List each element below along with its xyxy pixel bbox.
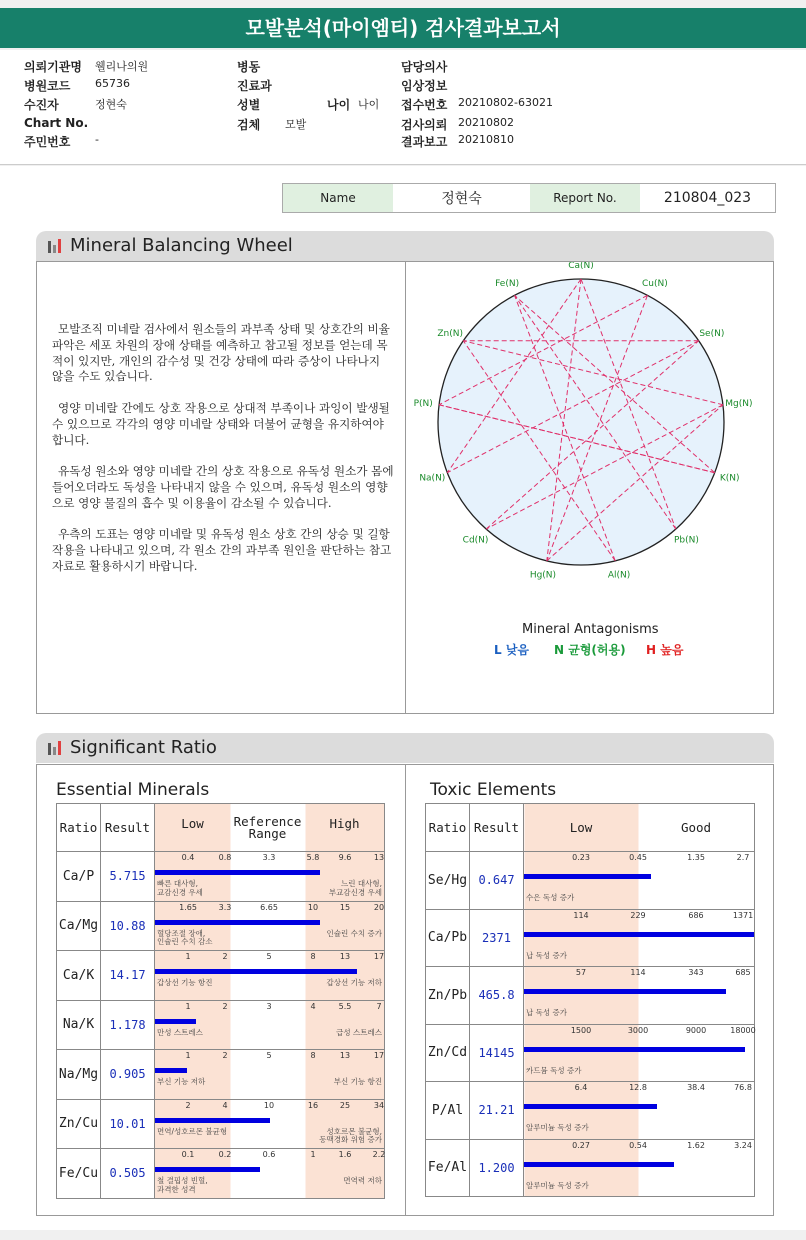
desc-paragraph: 모발조직 미네랄 검사에서 원소들의 과부족 상태 및 상호간의 비율 파악은 세포 차원의 장애 상태를 예측하고 참고될 정보를 얻는데 목적이 있지만, 개인의 감수성 및 건강 상태에 따라 증상이 나타나지 않을 수도 있습니다. [52, 322, 390, 384]
low-note: 알루미늄 독성 증가 [526, 1180, 589, 1190]
tick-label: 17 [373, 1051, 385, 1060]
wheel-description [52, 322, 394, 591]
info-c3-4-value: 20210810 [458, 133, 514, 146]
wheel-circle [438, 279, 724, 565]
table-row [426, 852, 755, 910]
ratio-bar-cell [155, 901, 385, 951]
tick-label: 2 [185, 1100, 191, 1110]
table-row [426, 1082, 755, 1140]
tick-label: 2.7 [736, 853, 750, 862]
info-c1-4-label: 주민번호 [24, 135, 71, 149]
ratio-bar [524, 874, 651, 879]
tick-label: 0.2 [218, 1150, 232, 1159]
ratio-section-header [36, 733, 774, 763]
desc-paragraph: 우측의 도표는 영양 미네랄 및 유독성 원소 상호 간의 상승 및 길항 작용을 나타내고 있으며, 각 원소 간의 과부족 원인을 판단하는 참고자료로 활용하시기 바랍니다. [52, 527, 392, 573]
col-result: Result [101, 804, 155, 852]
info-c1-4-value: - [95, 133, 99, 146]
wheel-element-label: Pb(N) [673, 535, 699, 546]
low-note: 만성 스트레스 [157, 1027, 203, 1037]
ratio-result: 465.8 [470, 967, 524, 1025]
ratio-bar-cell [155, 951, 385, 1001]
table-row [426, 1024, 755, 1082]
tick-label: 114 [573, 910, 589, 920]
ratio-result: 14.17 [101, 951, 155, 1001]
table-row [57, 1050, 385, 1100]
essential-title: Essential Minerals [56, 780, 210, 800]
high-note: 성호르몬 불균형, 동맥경화 위험 증가 [319, 1126, 382, 1144]
info-c1-2-value: 정현숙 [95, 98, 127, 111]
ratio-bar-cell [524, 1024, 755, 1082]
tick-label: 6.65 [260, 902, 278, 912]
tick-label: 20 [373, 902, 385, 912]
wheel-element-label: P(N) [413, 399, 433, 410]
tick-label: 13 [339, 952, 351, 961]
name-label: Name [283, 184, 393, 212]
report-title: 모발분석(마이엠티) 검사결과보고서 [0, 8, 806, 48]
ratio-result: 21.21 [470, 1082, 524, 1140]
tick-label: 4 [310, 1001, 316, 1011]
ratio-name: Se/Hg [426, 852, 470, 910]
wheel-element-label: Mg(N) [725, 399, 753, 410]
tick-label: 8 [310, 952, 316, 961]
low-note: 철 결핍성 빈혈, 과격한 성격 [157, 1176, 208, 1194]
table-row [57, 1099, 385, 1149]
ratio-bar [524, 1104, 657, 1109]
tick-label: 0.23 [572, 853, 590, 862]
info-c1-1-label: 병원코드 [24, 79, 71, 93]
low-note: 면역/성호르몬 불균형 [157, 1126, 228, 1136]
info-c3-1-label: 임상정보 [401, 79, 448, 93]
wheel-element-label: Fe(N) [495, 278, 520, 289]
ratio-name: Zn/Cd [426, 1024, 470, 1082]
high-note: 인슐린 수치 증가 [326, 928, 382, 938]
ratio-result: 10.88 [101, 901, 155, 951]
ratio-divider [405, 764, 406, 1216]
ratio-name: Na/K [57, 1000, 101, 1050]
col-result: Result [470, 804, 524, 852]
ratio-result: 0.647 [470, 852, 524, 910]
info-c1-0-value: 웰리나의원 [95, 60, 149, 73]
ratio-bar-cell [155, 1149, 385, 1199]
info-c3-0-label: 담당의사 [401, 60, 448, 74]
toxic-title: Toxic Elements [430, 780, 557, 800]
tick-label: 9000 [685, 1025, 707, 1035]
tick-label: 114 [630, 968, 646, 977]
wheel-element-label: Zn(N) [437, 328, 463, 339]
tick-label: 1.6 [338, 1150, 352, 1159]
tick-label: 5 [266, 1051, 272, 1060]
desc-paragraph: 영양 미네랄 간에도 상호 작용으로 상대적 부족이나 과잉이 발생될 수 있으므로 각각의 영양 미네랄 상태와 더불어 균형을 유지하여야 합니다. [52, 400, 390, 447]
tick-label: 0.45 [629, 853, 647, 862]
table-row [426, 967, 755, 1025]
wheel-section-title: Mineral Balancing Wheel [70, 235, 293, 256]
ratio-result: 0.905 [101, 1050, 155, 1100]
bar-chart-icon [48, 741, 62, 755]
tick-label: 686 [688, 910, 704, 920]
tick-label: 343 [688, 968, 704, 977]
high-note: 갑상선 기능 저하 [326, 978, 382, 987]
info-age-label: 나이 [327, 98, 351, 112]
ratio-result: 2371 [470, 909, 524, 967]
tick-label: 4 [222, 1100, 228, 1110]
col-ref: Reference Range [233, 813, 302, 841]
report-no-value: 210804_023 [663, 190, 752, 206]
ratio-bar [155, 920, 320, 925]
mineral-wheel [406, 262, 772, 642]
ratio-name: Ca/P [57, 852, 101, 902]
ratio-bar-cell [524, 1082, 755, 1140]
tick-label: 685 [735, 968, 751, 977]
ratio-bar-cell [155, 1050, 385, 1100]
tick-label: 15 [339, 902, 351, 912]
ratio-name: P/Al [426, 1082, 470, 1140]
ratio-name: Fe/Cu [57, 1149, 101, 1199]
info-c3-3-label: 검사의뢰 [401, 118, 448, 132]
wheel-element-label: Hg(N) [529, 570, 557, 581]
ratio-bar-cell [155, 1000, 385, 1050]
col-range [155, 804, 385, 852]
patient-info-panel [0, 50, 806, 165]
low-note: 납 독성 증가 [526, 1008, 567, 1017]
tick-label: 2 [222, 952, 228, 961]
name-report-bar [282, 183, 776, 213]
info-c3-4-label: 결과보고 [401, 135, 448, 149]
info-age-value: 나이 [358, 98, 380, 111]
tick-label: 76.8 [734, 1083, 752, 1092]
high-note: 부신 기능 항진 [333, 1077, 382, 1086]
ratio-result: 1.178 [101, 1000, 155, 1050]
ratio-bar-cell [524, 1139, 755, 1197]
wheel-title: Mineral Antagonisms [522, 622, 659, 637]
legend-low: L 낮음 [494, 643, 530, 657]
tick-label: 1.62 [687, 1140, 705, 1150]
tick-label: 12.8 [629, 1083, 647, 1092]
ratio-name: Ca/Pb [426, 909, 470, 967]
ratio-bar [155, 1118, 270, 1123]
low-note: 알루미늄 독성 증가 [526, 1123, 589, 1132]
ratio-result: 14145 [470, 1024, 524, 1082]
tick-label: 13 [373, 853, 385, 862]
info-c2-1-label: 진료과 [237, 79, 272, 93]
ratio-name: Na/Mg [57, 1050, 101, 1100]
low-note: 수은 독성 증가 [526, 893, 575, 902]
ratio-name: Fe/Al [426, 1139, 470, 1197]
tick-label: 7 [376, 1001, 382, 1011]
desc-paragraph: 유독성 원소와 영양 미네랄 간의 상호 작용으로 유독성 원소가 몸에 들어오더라도 독성을 나타내지 않을 수 있으며, 유독성 원소의 영향으로 영양 물질의 흡수 및 이용율이 감소될 수 있습니다. [52, 464, 394, 510]
tick-label: 57 [575, 968, 587, 977]
ratio-bar-cell [155, 1099, 385, 1149]
ratio-bar-cell [524, 852, 755, 910]
tick-label: 1371 [732, 910, 754, 920]
table-row [57, 1149, 385, 1199]
tick-label: 34 [373, 1100, 385, 1110]
ratio-bar [524, 1162, 674, 1167]
info-c1-0-label: 의뢰기관명 [24, 60, 82, 74]
info-c2-3-label: 검체 [237, 118, 261, 132]
info-c1-2-label: 수진자 [24, 98, 59, 112]
ratio-bar [524, 1047, 745, 1052]
high-note: 급성 스트레스 [336, 1027, 382, 1037]
tick-label: 9.6 [338, 853, 352, 862]
tick-label: 229 [630, 910, 646, 920]
ratio-result: 0.505 [101, 1149, 155, 1199]
ratio-bar [155, 1167, 260, 1172]
ratio-name: Ca/Mg [57, 901, 101, 951]
wheel-section-header [36, 231, 774, 261]
tick-label: 3.3 [262, 853, 276, 862]
ratio-bar-cell [524, 909, 755, 967]
tick-label: 5.5 [338, 1001, 352, 1011]
tick-label: 0.6 [262, 1150, 276, 1159]
info-c2-3-value: 모발 [285, 118, 307, 131]
ratio-result: 5.715 [101, 852, 155, 902]
tick-label: 1 [310, 1150, 316, 1159]
legend-high: H 높음 [646, 643, 684, 657]
tick-label: 13 [339, 1051, 351, 1060]
tick-label: 1 [185, 952, 191, 961]
wheel-element-label: Ca(N) [568, 262, 594, 271]
tick-label: 8 [310, 1051, 316, 1060]
tick-label: 10 [307, 902, 319, 912]
tick-label: 5.8 [306, 853, 320, 862]
table-row [57, 951, 385, 1001]
col-good: Good [680, 820, 712, 835]
ratio-bar [155, 870, 320, 875]
info-c3-3-value: 20210802 [458, 116, 514, 129]
wheel-element-label: K(N) [719, 473, 740, 484]
tick-label: 0.54 [629, 1140, 647, 1150]
tick-label: 5 [266, 952, 272, 961]
info-c3-2-label: 접수번호 [401, 98, 448, 112]
tick-label: 18000 [730, 1025, 756, 1035]
col-low: Low [569, 820, 593, 835]
ratio-name: Zn/Cu [57, 1099, 101, 1149]
low-note: 납 독성 증가 [526, 950, 567, 960]
table-row [57, 1000, 385, 1050]
low-note: 혈당조절 장애, 인슐린 수치 감소 [157, 928, 213, 946]
ratio-bar [524, 932, 754, 937]
tick-label: 1.35 [687, 853, 705, 862]
tick-label: 0.27 [572, 1140, 590, 1150]
tick-label: 3 [266, 1001, 272, 1011]
tick-label: 25 [339, 1100, 351, 1110]
info-c2-0-label: 병동 [237, 60, 261, 74]
legend-normal: N 균형(허용) [554, 643, 626, 657]
ratio-bar [155, 969, 357, 974]
table-row [426, 909, 755, 967]
info-c3-2-value: 20210802-63021 [458, 96, 553, 109]
col-range [524, 804, 755, 852]
info-c1-3-label: Chart No. [24, 116, 89, 130]
tick-label: 38.4 [687, 1083, 705, 1092]
ratio-bar [524, 989, 726, 994]
tick-label: 1500 [570, 1025, 592, 1035]
ratio-name: Zn/Pb [426, 967, 470, 1025]
wheel-element-label: Cu(N) [642, 278, 668, 289]
tick-label: 2 [222, 1001, 228, 1011]
low-note: 부신 기능 저하 [157, 1077, 206, 1086]
low-note: 갑상선 기능 항진 [157, 978, 213, 987]
tick-label: 17 [373, 952, 385, 961]
report-no-label: Report No. [530, 184, 640, 212]
tick-label: 6.4 [574, 1083, 588, 1092]
table-row [57, 901, 385, 951]
wheel-element-label: Al(N) [607, 570, 631, 581]
col-ratio: Ratio [57, 804, 101, 852]
essential-table [56, 803, 385, 1199]
low-note: 카드뮴 독성 증가 [526, 1065, 582, 1075]
ratio-name: Ca/K [57, 951, 101, 1001]
name-value: 정현숙 [441, 191, 482, 207]
ratio-bar-cell [155, 852, 385, 902]
ratio-bar [155, 1068, 187, 1073]
ratio-result: 1.200 [470, 1139, 524, 1197]
tick-label: 2 [222, 1051, 228, 1060]
tick-label: 1 [185, 1001, 191, 1011]
tick-label: 3000 [627, 1025, 649, 1035]
tick-label: 10 [263, 1100, 275, 1110]
tick-label: 0.1 [181, 1150, 195, 1159]
tick-label: 3.24 [734, 1140, 752, 1150]
ratio-result: 10.01 [101, 1099, 155, 1149]
bar-chart-icon [48, 239, 62, 253]
info-c1-1-value: 65736 [95, 77, 130, 90]
toxic-table [425, 803, 755, 1197]
high-note: 면역력 저하 [343, 1176, 382, 1185]
ratio-bar [155, 1019, 196, 1024]
tick-label: 16 [307, 1100, 319, 1110]
ratio-section-title: Significant Ratio [70, 737, 217, 758]
wheel-element-label: Na(N) [419, 473, 446, 484]
wheel-element-label: Cd(N) [462, 535, 489, 546]
table-row [57, 852, 385, 902]
info-c2-2-label: 성별 [237, 98, 261, 112]
col-high: High [329, 815, 360, 831]
col-ratio: Ratio [426, 804, 470, 852]
tick-label: 2.2 [372, 1150, 386, 1159]
table-row [426, 1139, 755, 1197]
tick-label: 1 [185, 1051, 191, 1060]
low-note: 빠른 대사형, 교감신경 우세 [157, 879, 203, 897]
tick-label: 0.4 [181, 853, 195, 862]
tick-label: 0.8 [218, 853, 232, 862]
col-low: Low [181, 815, 204, 831]
high-note: 느린 대사형, 부교감신경 우세 [328, 879, 382, 897]
wheel-element-label: Se(N) [699, 328, 725, 339]
tick-label: 3.3 [218, 902, 232, 912]
ratio-bar-cell [524, 967, 755, 1025]
tick-label: 1.65 [179, 902, 197, 912]
